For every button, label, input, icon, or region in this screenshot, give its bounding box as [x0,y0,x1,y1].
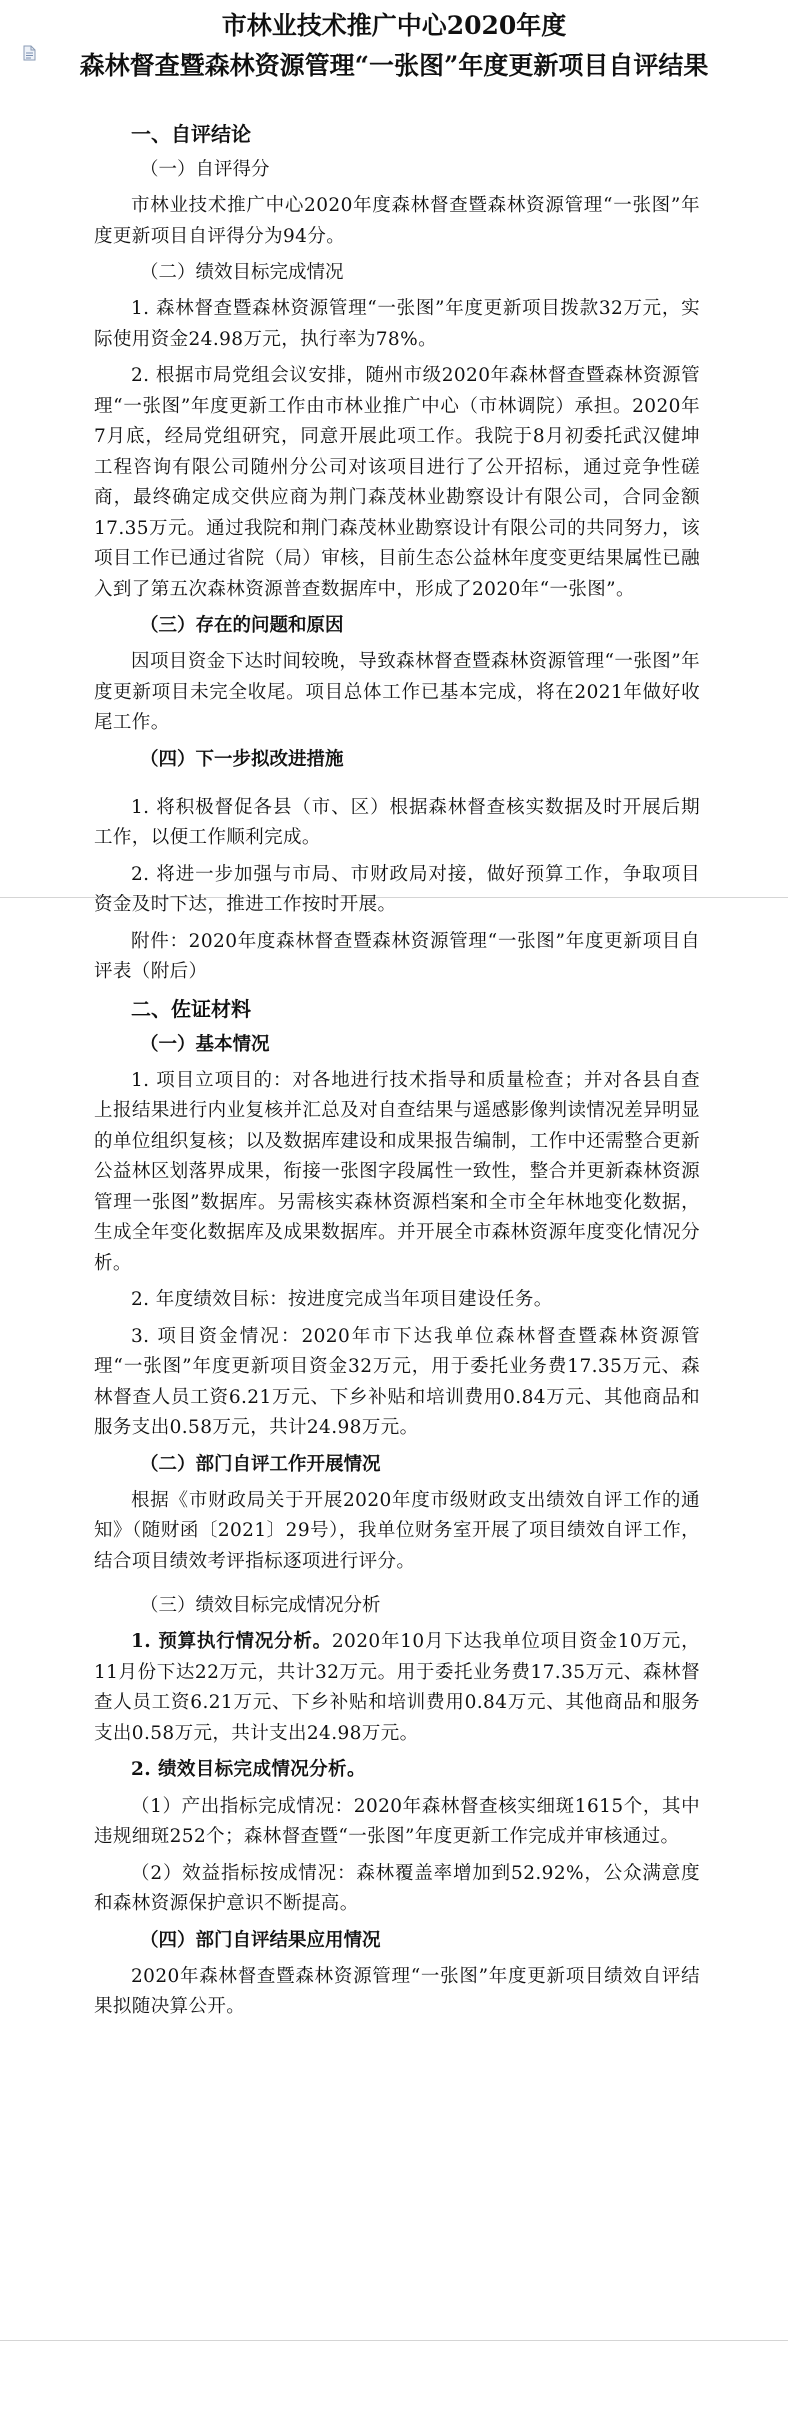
title-line-1: 市林业技术推广中心2020年度 [221,11,567,40]
subsection-heading: （三）绩效目标完成情况分析 [140,1595,381,1616]
paragraph: （1）产出指标完成情况：2020年森林督查核实细斑1615个，其中违规细斑252个；森林督查暨“一张图”年度更新工作完成并审核通过。 [94,1795,700,1847]
subsection-heading: （一）自评得分 [140,159,270,180]
paragraph: 因项目资金下达时间较晚，导致森林督查暨森林资源管理“一张图”年度更新项目未完全收尾。项目总体工作已基本完成，将在2021年做好收尾工作。 [94,651,700,733]
subsection-heading: （二）绩效目标完成情况 [140,262,344,283]
subsection-heading: （一）基本情况 [140,1033,270,1055]
paragraph: 1. 将积极督促各县（市、区）根据森林督查核实数据及时开展后期工作，以便工作顺利完成。 [94,796,700,848]
subsection-heading: （四）部门自评结果应用情况 [140,1929,381,1951]
paragraph: （2）效益指标按成情况：森林覆盖率增加到52.92%，公众满意度和森林资源保护意识不断提高。 [94,1862,700,1914]
section-heading: 二、佐证材料 [131,996,251,1021]
paragraph: 1. 森林督查暨森林资源管理“一张图”年度更新项目拨款32万元，实际使用资金24.98万元，执行率为78%。 [94,298,700,350]
paragraph-text: 2020年10月下达我单位项目资金10万元，11月份下达22万元，共计32万元。用于委托业务费17.35万元、森林督查人员工资6.21万元、下乡补贴和培训费用0.84万元、其他商品和服务支出0.58万元，共计支出24.98万元。 [94,1631,700,1744]
paragraph: 2020年森林督查暨森林资源管理“一张图”年度更新项目绩效自评结果拟随决算公开。 [94,1965,700,2017]
document-title [0,6,788,86]
page-break-divider [0,2340,788,2341]
paragraph [94,1627,700,1749]
title-line-2: 森林督查暨森林资源管理“一张图”年度更新项目自评结果 [79,51,709,80]
section-heading: 一、自评结论 [131,122,251,146]
paragraph: 2. 年度绩效目标：按进度完成当年项目建设任务。 [131,1289,553,1310]
paragraph: 2. 根据市局党组会议安排，随州市级2020年森林督查暨森林资源管理“一张图”年度更新工作由市林业推广中心（市林调院）承担。2020年7月底，经局党组研究，同意开展此项工作。我院于8月初委托武汉健坤工程咨询有限公司随州分公司对该项目进行了公开招标，通过竞争性磋商，最终确定成交供应商为荆门森茂林业勘察设计有限公司，合同金额17.35万元。通过我院和荆门森茂林业勘察设计有限公司的共同努力，该项目工作已通过省院（局）审核，目前生态公益林年度变更结果属性已融入到了第五次森林资源普查数据库中，形成了2020年“一张图”。 [94,365,700,600]
paragraph: 根据《市财政局关于开展2020年度市级财政支出绩效自评工作的通知》（随财函〔2021〕29号），我单位财务室开展了项目绩效自评工作，结合项目绩效考评指标逐项进行评分。 [94,1489,700,1572]
subsection-heading: （二）部门自评工作开展情况 [140,1453,381,1475]
paragraph: 附件：2020年度森林督查暨森林资源管理“一张图”年度更新项目自评表（附后） [94,930,700,982]
paragraph: 3. 项目资金情况：2020年市下达我单位森林督查暨森林资源管理“一张图”年度更新项目资金32万元，用于委托业务费17.35万元、森林督查人员工资6.21万元、下乡补贴和培训费用0.84万元、其他商品和服务支出0.58万元，共计24.98万元。 [94,1325,700,1438]
paragraph: 1. 项目立项目的：对各地进行技术指导和质量检查；并对各县自查上报结果进行内业复核并汇总及对自查结果与遥感影像判读情况差异明显的单位组织复核；以及数据库建设和成果报告编制，工作中还需整合更新公益林区划落界成果，衔接一张图字段属性一致性，整合并更新森林资源管理一张图”数据库。另需核实森林资源档案和全市全年林地变化数据，生成全年变化数据库及成果数据库。并开展全市森林资源年度变化情况分析。 [94,1069,700,1274]
paragraph: 市林业技术推广中心2020年度森林督查暨森林资源管理“一张图”年度更新项目自评得分为94分。 [94,195,700,247]
document-body [94,115,700,2029]
paragraph: 2. 将进一步加强与市局、市财政局对接，做好预算工作，争取项目资金及时下达，推进工作按时开展。 [94,863,700,915]
paragraph: 2. 绩效目标完成情况分析。 [131,1759,366,1780]
subsection-heading: （四）下一步拟改进措施 [140,748,344,770]
paragraph-lead: 1. 预算执行情况分析。 [131,1631,332,1652]
subsection-heading: （三）存在的问题和原因 [140,615,344,636]
